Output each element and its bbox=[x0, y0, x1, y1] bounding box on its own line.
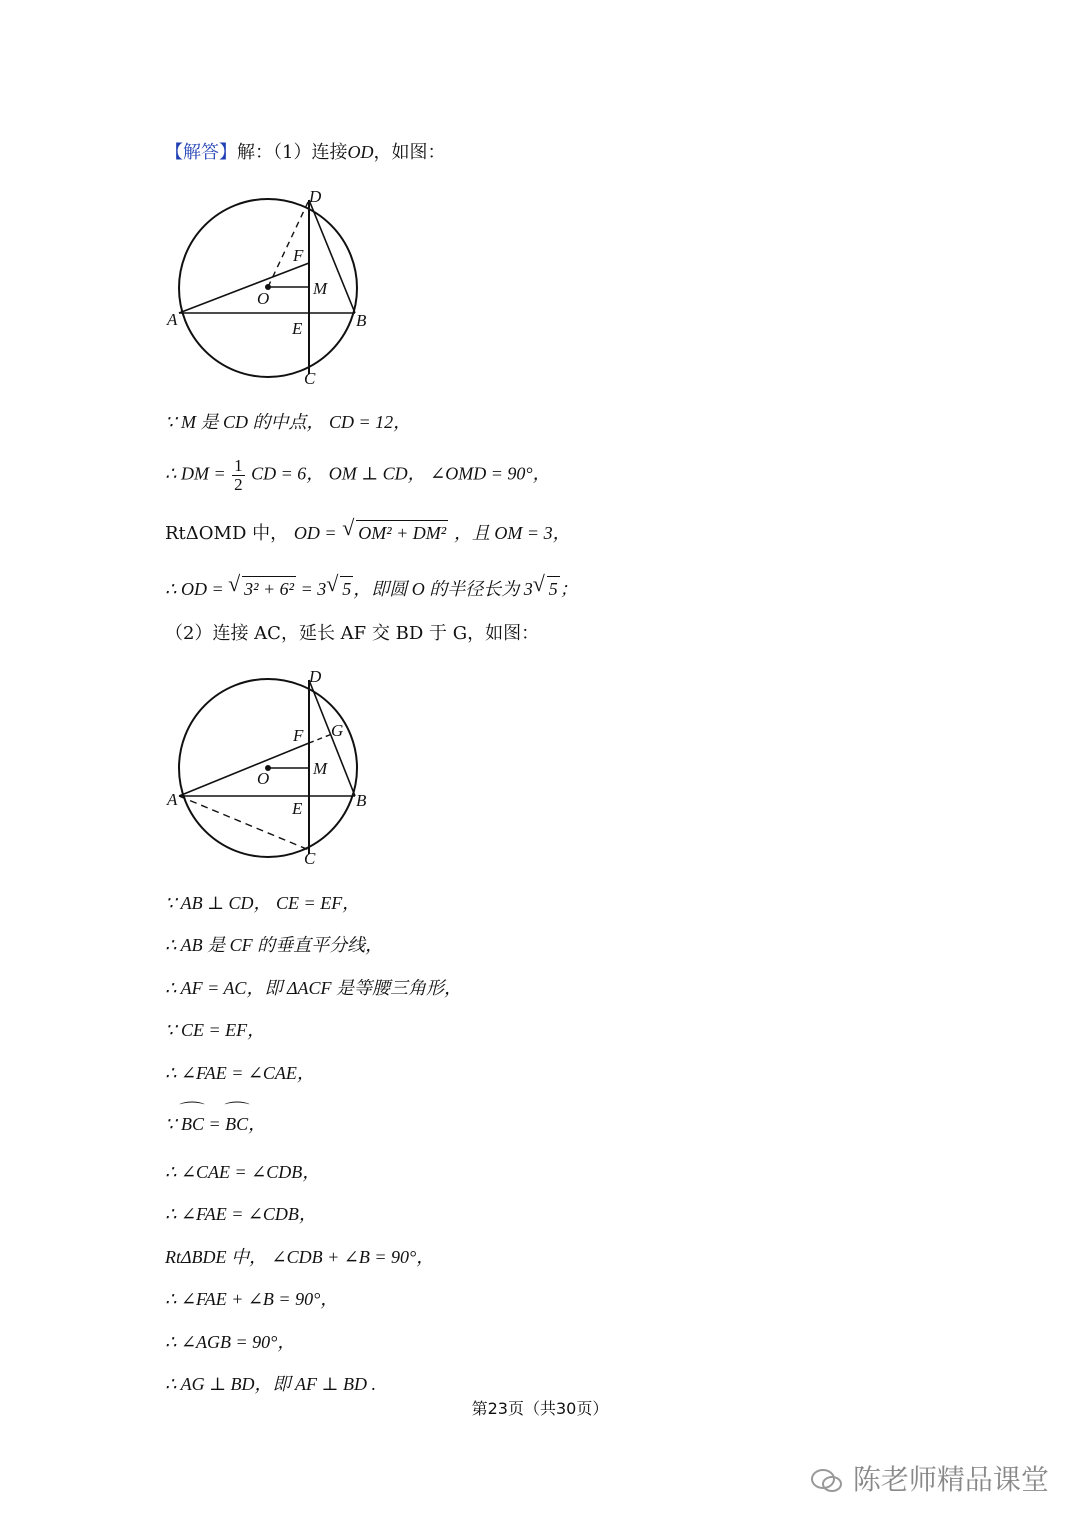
sqrt-expression: √ 3² + 6² bbox=[228, 571, 295, 599]
label-B: B bbox=[356, 791, 367, 810]
label-G: G bbox=[331, 721, 344, 740]
proof-line: ∵ M 是 CD 的中点， CD = 12， bbox=[165, 412, 412, 432]
proof-line: （2）连接 AC，延长 AF 交 BD 于 G，如图： bbox=[165, 623, 540, 644]
proof-line: ∵ AB ⊥ CD， CE = EF， bbox=[165, 893, 361, 913]
label-C: C bbox=[304, 849, 316, 868]
geometry-figure-1 bbox=[160, 185, 380, 395]
page-footer: 第23页（共30页） bbox=[471, 1399, 609, 1418]
sqrt-expression: √ OM² + DM² bbox=[342, 515, 447, 543]
watermark: 陈老师精品课堂 bbox=[810, 1458, 1049, 1498]
solution-heading: 【解答】解：（1）连接OD，如图： bbox=[165, 142, 446, 163]
label-D: D bbox=[309, 187, 322, 206]
proof-line: ∴ ∠CAE = ∠CDB， bbox=[165, 1162, 321, 1182]
label-F: F bbox=[293, 726, 304, 745]
proof-line: RtΔOMD 中， OD = √ OM² + DM² ，且 OM = 3， bbox=[165, 515, 571, 544]
arc-bc: ⌒ BC bbox=[225, 1112, 248, 1136]
proof-line: RtΔBDE 中， ∠CDB + ∠B = 90°， bbox=[165, 1247, 435, 1267]
proof-line: ∵ CE = EF， bbox=[165, 1020, 266, 1040]
sqrt-five: √ 5 bbox=[532, 571, 558, 599]
label-D: D bbox=[309, 667, 322, 686]
label-M: M bbox=[313, 279, 328, 298]
label-M: M bbox=[313, 759, 328, 778]
label-E: E bbox=[292, 799, 303, 818]
arc-bc: ⌒ BC bbox=[181, 1112, 204, 1136]
proof-line: ∵ ⌒ BC = ⌒ BC， bbox=[165, 1112, 266, 1136]
label-E: E bbox=[292, 319, 303, 338]
proof-line: ∴ ∠FAE = ∠CDB， bbox=[165, 1204, 317, 1224]
answer-tag: 【解答】 bbox=[165, 142, 237, 163]
proof-line: ∴ DM = $\frac{1}{2}$ CD = 6， OM ⊥ CD， ∠OMD = 90°， bbox=[165, 456, 551, 494]
label-B: B bbox=[356, 311, 367, 330]
label-C: C bbox=[304, 369, 316, 388]
label-A: A bbox=[167, 310, 178, 329]
label-A: A bbox=[167, 790, 178, 809]
wechat-icon bbox=[810, 1467, 844, 1495]
proof-line: ∴ ∠FAE = ∠CAE， bbox=[165, 1063, 315, 1083]
sqrt-five: √ 5 bbox=[326, 571, 352, 599]
label-F: F bbox=[293, 246, 304, 265]
proof-line: ∴ AF = AC，即 ΔACF 是等腰三角形， bbox=[165, 978, 462, 998]
proof-line: ∴ AB 是 CF 的垂直平分线， bbox=[165, 935, 384, 955]
fraction-half: $\frac{1}{2}$ bbox=[234, 456, 243, 494]
label-O: O bbox=[257, 769, 270, 788]
label-O: O bbox=[257, 289, 270, 308]
proof-line: ∴ OD = √ 3² + 6² = 3 √ 5 ，即圆 O 的半径长为 3 √ 5 ； bbox=[165, 571, 578, 599]
proof-line: ∴ AG ⊥ BD，即 AF ⊥ BD . bbox=[165, 1374, 376, 1394]
proof-line: ∴ ∠FAE + ∠B = 90°， bbox=[165, 1289, 339, 1309]
geometry-figure-2 bbox=[160, 665, 380, 875]
proof-line: ∴ ∠AGB = 90°， bbox=[165, 1332, 296, 1352]
